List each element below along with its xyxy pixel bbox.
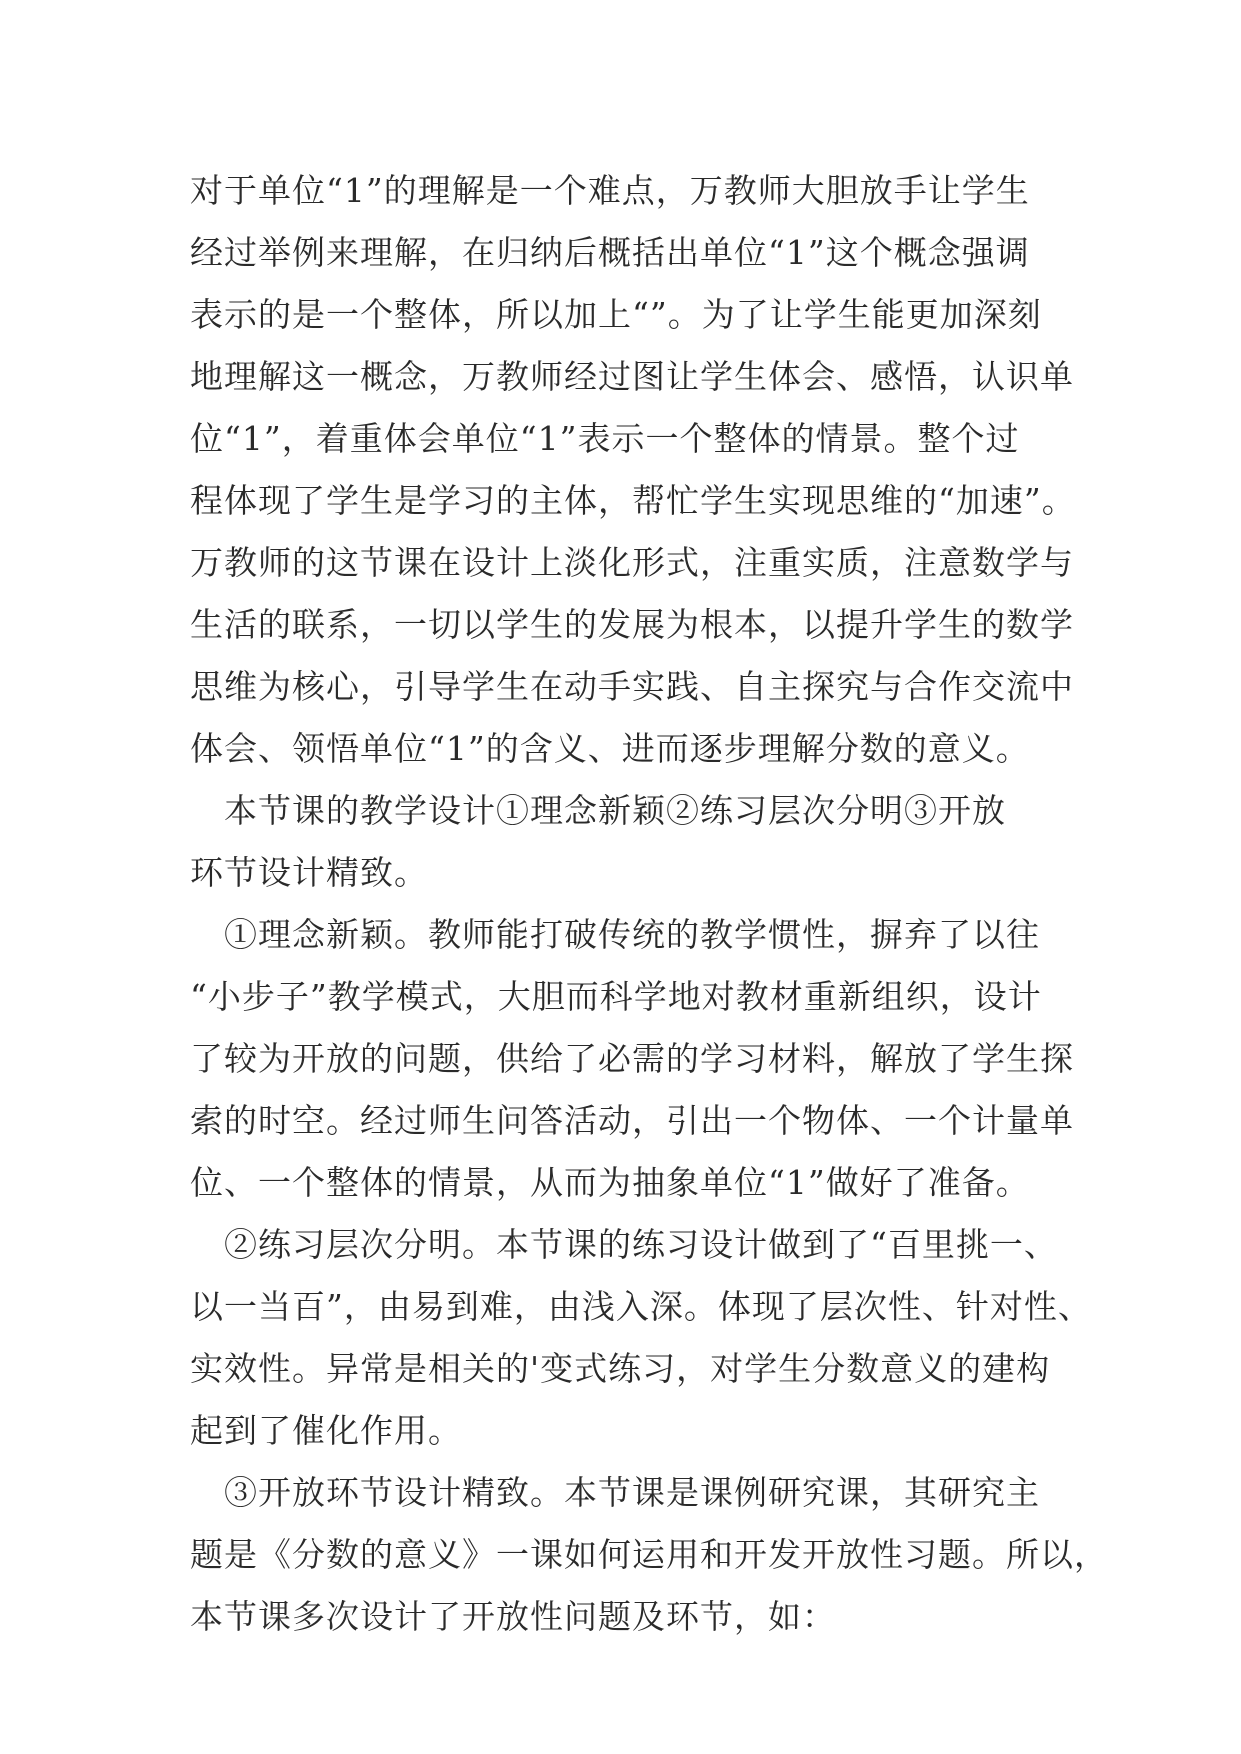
text-line: 程体现了学生是学习的主体，帮忙学生实现思维的“加速”。 [190, 481, 1076, 520]
text-line: 了较为开放的问题，供给了必需的学习材料，解放了学生探 [190, 1039, 1074, 1078]
text-line: 题是《分数的意义》一课如何运用和开发开放性习题。所以， [190, 1535, 1108, 1574]
text-line: 经过举例来理解，在归纳后概括出单位“1”这个概念强调 [190, 233, 1030, 272]
text-line: 起到了催化作用。 [190, 1411, 462, 1450]
paragraph-start-line: ①理念新颖。教师能打破传统的教学惯性，摒弃了以往 [190, 915, 1040, 954]
text-line: “小步子”教学模式，大胆而科学地对教材重新组织，设计 [190, 977, 1042, 1016]
text-line: 本节课多次设计了开放性问题及环节，如： [190, 1597, 836, 1636]
text-line: 索的时空。经过师生问答活动，引出一个物体、一个计量单 [190, 1101, 1074, 1140]
text-line: 表示的是一个整体，所以加上“”。为了让学生能更加深刻 [190, 295, 1042, 334]
paragraph-start-line: 本节课的教学设计①理念新颖②练习层次分明③开放 [190, 791, 1006, 830]
text-line: 思维为核心，引导学生在动手实践、自主探究与合作交流中 [190, 667, 1074, 706]
text-line: 对于单位“1”的理解是一个难点，万教师大胆放手让学生 [190, 171, 1030, 210]
text-line: 环节设计精致。 [190, 853, 428, 892]
body-text [190, 160, 1108, 1648]
text-line: 以一当百”，由易到难，由浅入深。体现了层次性、针对性、 [190, 1287, 1092, 1326]
text-line: 万教师的这节课在设计上淡化形式，注重实质，注意数学与 [190, 543, 1074, 582]
text-line: 地理解这一概念，万教师经过图让学生体会、感悟，认识单 [190, 357, 1074, 396]
text-line: 实效性。异常是相关的'变式练习，对学生分数意义的建构 [190, 1349, 1051, 1388]
text-line: 位、一个整体的情景，从而为抽象单位“1”做好了准备。 [190, 1163, 1030, 1202]
paragraph-start-line: ②练习层次分明。本节课的练习设计做到了“百里挑一、 [190, 1225, 1058, 1264]
text-line: 生活的联系，一切以学生的发展为根本，以提升学生的数学 [190, 605, 1074, 644]
text-line: 位“1”，着重体会单位“1”表示一个整体的情景。整个过 [190, 419, 1020, 458]
text-line: 体会、领悟单位“1”的含义、进而逐步理解分数的意义。 [190, 729, 1030, 768]
paragraph-start-line: ③开放环节设计精致。本节课是课例研究课，其研究主 [190, 1473, 1040, 1512]
